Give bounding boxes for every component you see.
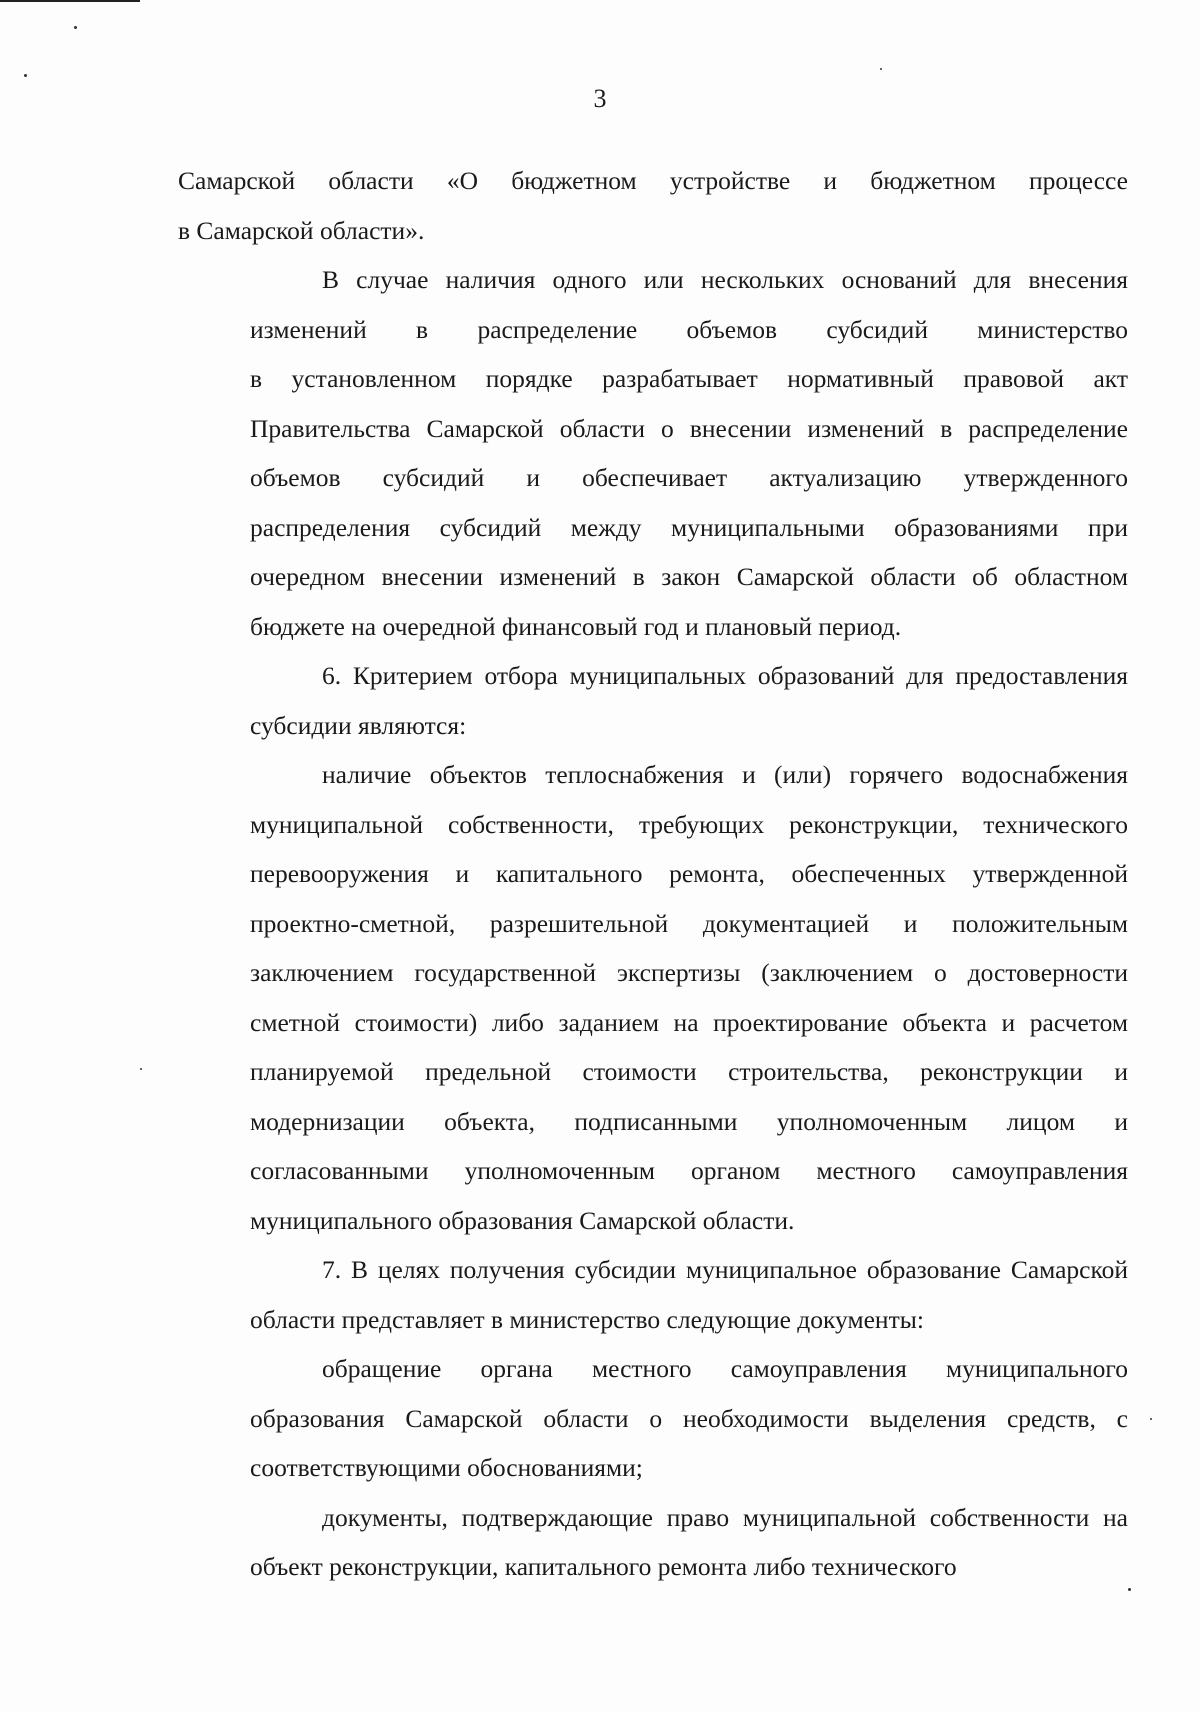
text-line: соответствующими обоснованиями; [250,1453,643,1482]
text-line: проектно-сметной, разрешительной документацией и положительным [250,908,1128,938]
text-line: обращение органа местного самоуправления муниципального [322,1354,1128,1383]
paragraph [178,1344,1128,1493]
document-body [178,156,1128,1592]
text-line: объемов субсидий и обеспечивает актуализацию утвержденного [250,463,1128,492]
text-line: 7. В целях получения субсидии муниципальное образование Самарской [322,1255,1128,1284]
page-number: 3 [593,84,607,113]
text-line: В случае наличия одного или нескольких оснований для внесения [322,265,1128,294]
text-line: Правительства Самарской области о внесении изменений в распределение [250,413,1128,443]
text-line: в Самарской области». [178,215,425,245]
text-line: документы, подтверждающие право муниципальной собственности на [322,1502,1128,1532]
text-line: согласованными уполномоченным органом местного самоуправления [250,1156,1128,1185]
text-line: объект реконструкции, капитального ремонта либо технического [250,1552,957,1581]
scan-speck [1150,1418,1152,1420]
text-line: распределения субсидий между муниципальными образованиями при [250,512,1128,542]
text-line: 6. Критерием отбора муниципальных образований для предоставления [322,661,1128,690]
scan-speck [74,26,77,29]
scan-edge-rule [0,0,140,2]
text-line: наличие объектов теплоснабжения и (или) горячего водоснабжения [322,760,1128,789]
paragraph [178,750,1128,1245]
scan-speck [24,74,27,77]
scan-speck [140,1068,142,1070]
text-line: перевооружения и капитального ремонта, обеспеченных утвержденной [250,859,1128,888]
text-line: очередном внесении изменений в закон Самарской области об областном [250,562,1128,591]
text-line: муниципального образования Самарской области. [250,1205,795,1235]
text-line: муниципальной собственности, требующих реконструкции, технического [250,809,1128,839]
text-line: заключением государственной экспертизы (заключением о достоверности [250,958,1128,987]
paragraph [178,1245,1128,1344]
text-line: субсидии являются: [250,710,467,740]
paragraph [178,156,1128,255]
text-line: планируемой предельной стоимости строительства, реконструкции и [250,1057,1128,1086]
text-line: бюджете на очередной финансовый год и плановый период. [250,611,902,641]
paragraph [178,255,1128,651]
text-line: изменений в распределение объемов субсидий министерство [250,314,1128,344]
text-line: образования Самарской области о необходимости выделения средств, с [250,1403,1128,1433]
paragraph [178,651,1128,750]
text-line: сметной стоимости) либо заданием на проектирование объекта и расчетом [250,1007,1128,1037]
text-line: Самарской области «О бюджетном устройстве и бюджетном процессе [178,166,1128,195]
scan-speck [880,68,882,70]
text-line: модернизации объекта, подписанными уполномоченным лицом и [250,1106,1128,1136]
text-line: области представляет в министерство следующие документы: [250,1304,924,1334]
scan-speck [1128,1588,1131,1591]
text-line: в установленном порядке разрабатывает нормативный правовой акт [250,364,1128,393]
paragraph [178,1493,1128,1592]
